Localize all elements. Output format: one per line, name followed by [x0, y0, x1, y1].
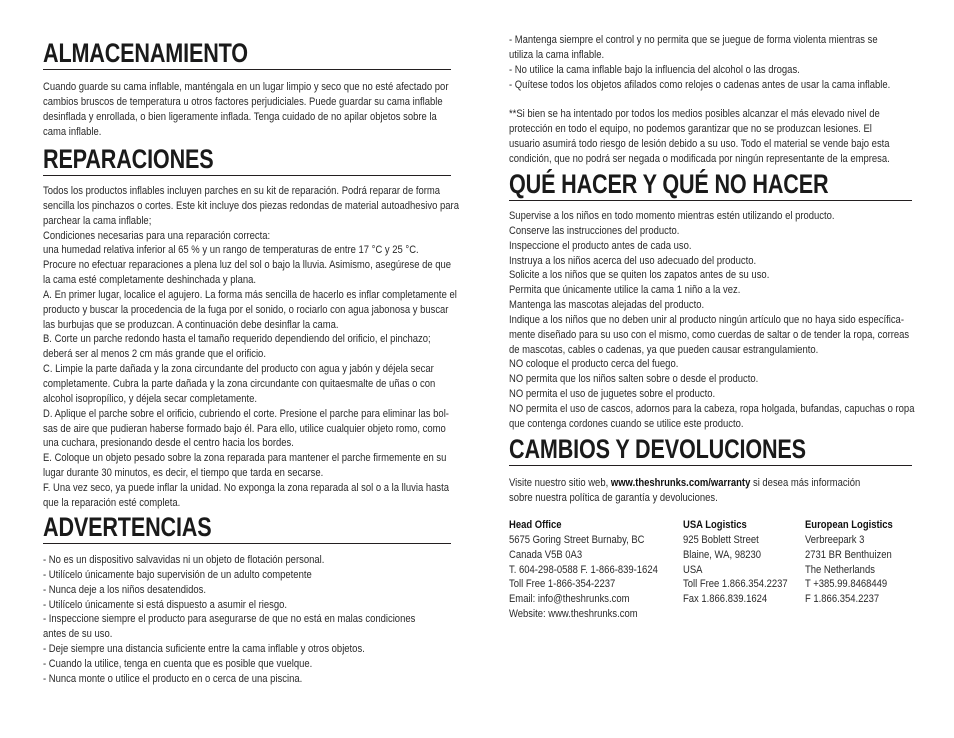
paragraph-line: Procure no efectuar reparaciones a plena luz del sol o bajo la lluvia. Asimismo, asegúrese de que: [43, 259, 452, 272]
warranty-link[interactable]: www.theshrunks.com/warranty: [610, 477, 751, 489]
paragraph-line: sencilla los pinchazos o cortes. Este kit incluye dos piezas redondas de material autoadhesivo para: [43, 199, 459, 212]
list-item: - Mantenga siempre el control y no permita que se juegue de forma violenta mientras se: [509, 34, 878, 46]
paragraph-line: desinflada y enrollada, o bien ligeramente inflada. Tenga cuidado de no apilar objetos sobre la: [43, 110, 437, 123]
contact-tollfree: Toll Free 1-866-354-2237: [509, 578, 616, 591]
heading-cambios-text: CAMBIOS Y DEVOLUCIONES: [509, 434, 806, 464]
list-item: NO permita que los niños salten sobre o desde el producto.: [509, 373, 759, 386]
heading-reparaciones-text: REPARACIONES: [43, 144, 214, 174]
list-item: NO permita el uso de cascos, adornos para la cabeza, ropa holgada, bufandas, capuchas o ropa: [509, 402, 915, 415]
advertencias-list: [43, 553, 415, 687]
paragraph-line: E. Coloque un objeto pesado sobre la zona reparada para mantener el parche firmemente en su: [43, 452, 447, 465]
contact-title: European Logistics: [805, 519, 893, 531]
heading-almacenamiento: [43, 37, 451, 70]
disclaimer-line: condición, que no podrá ser negada o modificada por ningún representante de la empresa.: [509, 152, 890, 165]
list-item: - Quítese todos los objetos afilados como relojes o cadenas antes de usar la cama inflable.: [509, 78, 891, 91]
contact-usa-logistics: [683, 518, 788, 607]
contact-fax: F 1.866.354.2237: [805, 593, 880, 606]
paragraph-line: A. En primer lugar, localice el agujero. La forma más sencilla de hacerlo es inflar completamente el: [43, 288, 457, 301]
contact-address: 5675 Goring Street Burnaby, BC: [509, 533, 645, 546]
paragraph-line: completamente. Cubra la parte dañada y la zona circundante con quitaesmalte de uñas o con: [43, 377, 436, 390]
cambios-intro-suffix: si desea más información: [750, 477, 861, 489]
list-item: Mantenga las mascotas alejadas del producto.: [509, 299, 705, 312]
list-item: - No utilice la cama inflable bajo la influencia del alcohol o las drogas.: [509, 63, 800, 76]
list-item: antes de su uso.: [43, 628, 113, 641]
contact-fax: Fax 1.866.839.1624: [683, 593, 768, 606]
contact-european-logistics: [805, 518, 893, 607]
cambios-intro-prefix: Visite nuestro sitio web,: [509, 477, 611, 489]
list-item: Inspeccione el producto antes de cada uso.: [509, 239, 692, 252]
paragraph-line: sas de aire que pudieran haberse formado bajo él. Para ello, utilice cualquier objeto romo, como: [43, 422, 446, 435]
paragraph-line: lugar durante 30 minutos, es decir, el tiempo que tarda en secarse.: [43, 467, 324, 480]
list-item: - Utilícelo únicamente si está dispuesto a asumir el riesgo.: [43, 598, 287, 611]
paragraph-line: F. Una vez seco, ya puede inflar la unidad. No exponga la zona reparada al sol o a la lluvia hasta: [43, 481, 449, 494]
list-item: Indique a los niños que no deben unir al producto ningún artículo que no haya sido específica-: [509, 313, 904, 326]
que-hacer-list: [509, 209, 914, 432]
contact-tollfree: Toll Free 1.866.354.2237: [683, 578, 788, 591]
disclaimer-line: usuario asumirá todo riesgo de lesión debido a su uso. Todo el material se vende bajo esta: [509, 137, 890, 150]
advertencias-continued: [509, 33, 890, 167]
paragraph-line: que la reparación esté completa.: [43, 496, 181, 509]
contact-phone: T +385.99.8468449: [805, 578, 888, 591]
paragraph-line: alcohol isopropílico, y déjela secar completamente.: [43, 392, 258, 405]
contact-address: Verbreepark 3: [805, 533, 865, 546]
list-item: - No es un dispositivo salvavidas ni un objeto de flotación personal.: [43, 554, 325, 566]
list-item: NO permita el uso de juguetes sobre el producto.: [509, 388, 716, 401]
list-item: NO coloque el producto cerca del fuego.: [509, 358, 679, 371]
paragraph-line: deberá ser al menos 2 cm más grande que el orificio.: [43, 348, 266, 361]
paragraph-line: cama inflable.: [43, 125, 102, 138]
list-item: Solicite a los niños que se quiten los zapatos antes de su uso.: [509, 269, 770, 282]
paragraph-line: una humedad relativa inferior al 65 % y un rango de temperaturas de entre 17 °C y 25 °C.: [43, 244, 419, 257]
cambios-body: [509, 476, 860, 506]
spacer: [509, 92, 890, 107]
heading-almacenamiento-text: ALMACENAMIENTO: [43, 38, 248, 68]
contact-address: Blaine, WA, 98230: [683, 548, 762, 561]
heading-reparaciones: [43, 143, 451, 176]
paragraph-line: la cama esté completamente deshinchada y plana.: [43, 274, 256, 287]
contact-email[interactable]: Email: info@theshrunks.com: [509, 593, 630, 606]
list-item: - Utilícelo únicamente bajo supervisión de un adulto competente: [43, 568, 312, 581]
heading-advertencias: [43, 511, 451, 544]
cambios-intro-line-2: sobre nuestra política de garantía y devoluciones.: [509, 491, 718, 504]
disclaimer-line: **Si bien se ha intentado por todos los medios posibles alcanzar el más elevado nivel de: [509, 108, 880, 121]
paragraph-line: parchear la cama inflable;: [43, 214, 152, 227]
disclaimer-line: protección en todo el equipo, no podemos garantizar que no se produzcan lesiones. El: [509, 123, 872, 136]
contact-website[interactable]: Website: www.theshrunks.com: [509, 608, 638, 621]
paragraph-line: Condiciones necesarias para una reparación correcta:: [43, 229, 271, 242]
heading-advertencias-text: ADVERTENCIAS: [43, 512, 212, 542]
list-item: - Inspeccione siempre el producto para asegurarse de que no está en malas condiciones: [43, 613, 416, 626]
list-item: Permita que únicamente utilice la cama 1 niño a la vez.: [509, 284, 741, 297]
paragraph-line: producto y buscar la procedencia de la fuga por el sonido, o rociarlo con agua jabonosa y buscar: [43, 303, 449, 316]
paragraph-line: una cuchara, presionando desde el centro hacia los bordes.: [43, 437, 294, 450]
paragraph-line: cambios bruscos de temperatura u otros factores perjudiciales. Puede guardar su cama inflable: [43, 95, 443, 108]
list-item: utiliza la cama inflable.: [509, 48, 605, 61]
list-item: - Nunca monte o utilice el producto en o cerca de una piscina.: [43, 672, 303, 685]
contact-title: Head Office: [509, 519, 562, 531]
reparaciones-body: [43, 184, 459, 511]
cambios-intro-line: [509, 476, 860, 491]
list-item: Instruya a los niños acerca del uso adecuado del producto.: [509, 254, 757, 267]
list-item: - Cuando la utilice, tenga en cuenta que es posible que vuelque.: [43, 657, 313, 670]
paragraph-line: B. Corte un parche redondo hasta el tamaño requerido dependiendo del orificio, el pinchazo;: [43, 333, 431, 346]
paragraph-line: Cuando guarde su cama inflable, manténgala en un lugar limpio y seco que no esté afectado por: [43, 81, 449, 93]
heading-que-hacer: [509, 168, 912, 201]
paragraph-line: Todos los productos inflables incluyen parches en su kit de reparación. Podrá reparar de forma: [43, 185, 441, 197]
list-item: que contenga cordones cuando se utilice este producto.: [509, 417, 744, 430]
list-item: mente diseñado para su uso con el mismo, como cuerdas de saltar o de tender la ropa, correas: [509, 328, 910, 341]
paragraph-line: las burbujas que se produzcan. A continuación debe desinflar la cama.: [43, 318, 339, 331]
contact-title: USA Logistics: [683, 519, 747, 531]
contact-head-office: [509, 518, 658, 622]
list-item: Supervise a los niños en todo momento mientras estén utilizando el producto.: [509, 210, 835, 222]
list-item: Conserve las instrucciones del producto.: [509, 224, 680, 237]
list-item: - Deje siempre una distancia suficiente entre la cama inflable y otros objetos.: [43, 643, 365, 656]
contact-address: 2731 BR Benthuizen: [805, 548, 892, 561]
list-item: de mascotas, cables o cadenas, ya que pueden causar estrangulamiento.: [509, 343, 819, 356]
contact-country: USA: [683, 563, 703, 576]
paragraph-line: C. Limpie la parte dañada y la zona circundante del producto con agua y jabón y déjela secar: [43, 363, 434, 376]
almacenamiento-body: [43, 80, 448, 139]
contact-phone: T. 604-298-0588 F. 1-866-839-1624: [509, 563, 658, 576]
heading-cambios: [509, 433, 912, 466]
contact-address: Canada V5B 0A3: [509, 548, 583, 561]
contact-country: The Netherlands: [805, 563, 875, 576]
list-item: - Nunca deje a los niños desatendidos.: [43, 583, 207, 596]
paragraph-line: D. Aplique el parche sobre el orificio, cubriendo el corte. Presione el parche para eliminar las bol-: [43, 407, 449, 420]
contact-address: 925 Boblett Street: [683, 533, 759, 546]
heading-que-hacer-text: QUÉ HACER Y QUÉ NO HACER: [509, 169, 829, 199]
